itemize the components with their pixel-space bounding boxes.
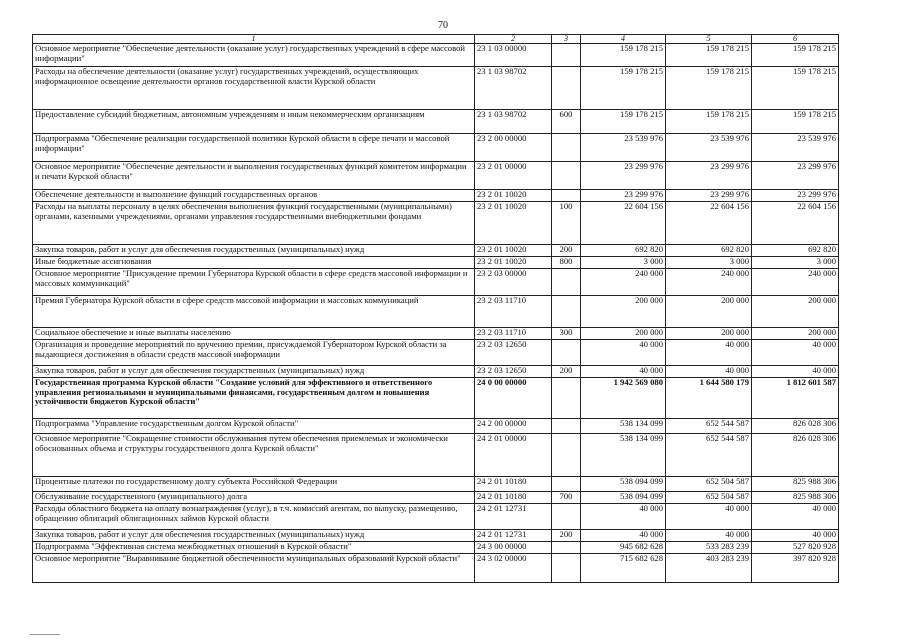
row-amount-year1: 23 539 976 [581,134,666,162]
table-row [33,162,839,190]
row-name: Обслуживание государственного (муниципального) долга [33,492,475,504]
row-amount-year2: 652 504 587 [666,492,752,504]
row-amount-year1: 538 094 099 [581,492,666,504]
row-amount-year2: 22 604 156 [666,202,752,245]
row-name: Расходы на выплаты персоналу в целях обеспечения выполнения функций государственными (муниципальными) органами, казенными учреждениями, органами управления государственными внебюджетными фондами [33,202,475,245]
column-number-row [33,35,839,44]
row-name: Процентные платежи по государственному долгу субъекта Российской Федерации [33,477,475,492]
row-expense-type [552,269,581,296]
row-amount-year3: 23 299 976 [752,162,839,190]
row-amount-year3: 826 028 306 [752,434,839,477]
row-expense-type: 200 [552,245,581,257]
row-amount-year2: 23 299 976 [666,162,752,190]
row-code: 23 1 03 98702 [475,67,552,110]
row-amount-year3: 826 028 306 [752,419,839,434]
row-amount-year3: 825 988 306 [752,492,839,504]
row-amount-year1: 1 942 569 080 [581,378,666,419]
row-amount-year2: 200 000 [666,328,752,340]
row-amount-year1: 3 000 [581,257,666,269]
row-name: Расходы областного бюджета на оплату вознаграждения (услуг), в т.ч. комиссий агентам, по выпуску, размещению, обращению облигаций облигационных займов Курской области [33,504,475,530]
row-name: Закупка товаров, работ и услуг для обеспечения государственных (муниципальных) нужд [33,530,475,542]
row-code: 24 0 00 00000 [475,378,552,419]
table-row [33,257,839,269]
table-row [33,340,839,366]
table-row [33,477,839,492]
row-amount-year2: 652 544 587 [666,419,752,434]
row-code: 23 2 03 11710 [475,328,552,340]
row-expense-type [552,162,581,190]
row-expense-type: 200 [552,530,581,542]
row-amount-year3: 159 178 215 [752,44,839,67]
table-row [33,504,839,530]
row-amount-year2: 652 544 587 [666,434,752,477]
row-amount-year3: 692 820 [752,245,839,257]
row-amount-year2: 240 000 [666,269,752,296]
table-row [33,328,839,340]
row-amount-year1: 40 000 [581,340,666,366]
row-name: Закупка товаров, работ и услуг для обеспечения государственных (муниципальных) нужд [33,245,475,257]
budget-table-body [33,35,839,583]
row-amount-year1: 23 299 976 [581,162,666,190]
row-expense-type [552,296,581,328]
table-row [33,202,839,245]
row-expense-type: 100 [552,202,581,245]
row-amount-year3: 23 299 976 [752,190,839,202]
row-amount-year1: 159 178 215 [581,110,666,134]
row-amount-year2: 40 000 [666,504,752,530]
table-row [33,269,839,296]
row-amount-year1: 22 604 156 [581,202,666,245]
row-name: Подпрограмма "Обеспечение реализации государственной политики Курской области в сфере печати и массовой информации" [33,134,475,162]
row-amount-year3: 40 000 [752,504,839,530]
table-row [33,366,839,378]
column-number: 1 [33,35,475,44]
row-amount-year1: 40 000 [581,504,666,530]
row-expense-type [552,67,581,110]
row-code: 23 2 03 11710 [475,296,552,328]
row-expense-type: 200 [552,366,581,378]
column-number: 5 [666,35,752,44]
row-amount-year3: 527 820 928 [752,542,839,554]
row-amount-year2: 23 299 976 [666,190,752,202]
row-amount-year2: 159 178 215 [666,110,752,134]
page-bottom-mark [30,634,60,635]
row-amount-year3: 159 178 215 [752,110,839,134]
table-row [33,296,839,328]
row-amount-year3: 40 000 [752,530,839,542]
table-row [33,110,839,134]
row-expense-type [552,340,581,366]
row-code: 23 2 00 00000 [475,134,552,162]
row-expense-type [552,434,581,477]
row-amount-year1: 159 178 215 [581,67,666,110]
row-code: 24 2 01 00000 [475,434,552,477]
row-amount-year2: 40 000 [666,530,752,542]
row-code: 24 3 02 00000 [475,554,552,583]
row-amount-year1: 538 094 099 [581,477,666,492]
row-code: 24 2 01 10180 [475,477,552,492]
row-code: 23 1 03 00000 [475,44,552,67]
table-row [33,190,839,202]
table-row [33,492,839,504]
page-number: 70 [438,20,448,31]
table-row [33,44,839,67]
row-name: Закупка товаров, работ и услуг для обеспечения государственных (муниципальных) нужд [33,366,475,378]
row-code: 23 2 03 12650 [475,340,552,366]
row-name: Государственная программа Курской области "Создание условий для эффективного и ответственного управления региональными и муниципальными финансами, государственным долгом и повышения устойчивости бюджетов Курской области" [33,378,475,419]
row-code: 24 2 01 12731 [475,530,552,542]
table-row [33,134,839,162]
row-expense-type [552,477,581,492]
row-amount-year1: 538 134 099 [581,419,666,434]
row-amount-year3: 159 178 215 [752,67,839,110]
row-name: Основное мероприятие "Обеспечение деятельности и выполнения государственных функций комитетом информации и печати Курской области" [33,162,475,190]
row-expense-type: 800 [552,257,581,269]
row-amount-year1: 200 000 [581,328,666,340]
row-code: 23 2 03 00000 [475,269,552,296]
row-code: 23 2 01 00000 [475,162,552,190]
row-amount-year2: 3 000 [666,257,752,269]
budget-table [32,34,839,583]
row-code: 24 3 00 00000 [475,542,552,554]
row-name: Основное мероприятие "Выравнивание бюджетной обеспеченности муниципальных образований Курской области" [33,554,475,583]
row-code: 23 2 03 12650 [475,366,552,378]
row-expense-type [552,542,581,554]
row-amount-year1: 159 178 215 [581,44,666,67]
row-amount-year1: 240 000 [581,269,666,296]
row-amount-year1: 40 000 [581,530,666,542]
column-number: 2 [475,35,552,44]
row-name: Расходы на обеспечение деятельности (оказание услуг) государственных учреждений, осуществляющих информационное освещение деятельности органов государственной власти Курской области [33,67,475,110]
row-code: 24 2 01 10180 [475,492,552,504]
row-name: Подпрограмма "Эффективная система межбюджетных отношений в Курской области" [33,542,475,554]
row-amount-year1: 945 682 628 [581,542,666,554]
row-amount-year2: 159 178 215 [666,44,752,67]
row-code: 23 2 01 10020 [475,257,552,269]
row-expense-type [552,44,581,67]
row-amount-year3: 397 820 928 [752,554,839,583]
row-name: Премия Губернатора Курской области в сфере средств массовой информации и массовых коммуникаций [33,296,475,328]
row-amount-year3: 200 000 [752,328,839,340]
row-name: Подпрограмма "Управление государственным долгом Курской области" [33,419,475,434]
row-expense-type [552,504,581,530]
row-code: 24 2 01 12731 [475,504,552,530]
row-expense-type [552,378,581,419]
table-row [33,378,839,419]
table-row [33,554,839,583]
row-amount-year2: 23 539 976 [666,134,752,162]
row-code: 23 2 01 10020 [475,202,552,245]
row-code: 23 2 01 10020 [475,245,552,257]
row-amount-year1: 715 682 628 [581,554,666,583]
row-amount-year1: 23 299 976 [581,190,666,202]
row-amount-year2: 40 000 [666,340,752,366]
row-amount-year3: 240 000 [752,269,839,296]
row-amount-year2: 1 644 580 179 [666,378,752,419]
row-name: Предоставление субсидий бюджетным, автономным учреждениям и иным некоммерческим организациям [33,110,475,134]
row-amount-year3: 3 000 [752,257,839,269]
column-number: 4 [581,35,666,44]
row-amount-year1: 40 000 [581,366,666,378]
row-amount-year2: 40 000 [666,366,752,378]
row-amount-year2: 200 000 [666,296,752,328]
row-name: Обеспечение деятельности и выполнение функций государственных органов [33,190,475,202]
row-amount-year1: 538 134 099 [581,434,666,477]
table-row [33,542,839,554]
row-amount-year3: 40 000 [752,340,839,366]
row-amount-year2: 403 283 239 [666,554,752,583]
row-amount-year2: 533 283 239 [666,542,752,554]
row-amount-year3: 23 539 976 [752,134,839,162]
row-code: 24 2 00 00000 [475,419,552,434]
row-amount-year1: 692 820 [581,245,666,257]
row-code: 23 2 01 10020 [475,190,552,202]
row-expense-type: 700 [552,492,581,504]
row-name: Организация и проведение мероприятий по вручению премии, присуждаемой Губернатором Курской области за выдающиеся достижения в области средств массовой информации [33,340,475,366]
row-expense-type [552,419,581,434]
row-code: 23 1 03 98702 [475,110,552,134]
table-row [33,434,839,477]
row-name: Основное мероприятие "Присуждение премии Губернатора Курской области в сфере средств массовой информации и массовых коммуникаций" [33,269,475,296]
row-expense-type [552,190,581,202]
row-amount-year3: 200 000 [752,296,839,328]
row-amount-year3: 1 812 601 587 [752,378,839,419]
row-amount-year2: 159 178 215 [666,67,752,110]
row-name: Основное мероприятие "Сокращение стоимости обслуживания путем обеспечения приемлемых и экономически обоснованных объема и структуры государственного долга Курской области" [33,434,475,477]
row-amount-year2: 652 504 587 [666,477,752,492]
row-name: Основное мероприятие "Обеспечение деятельности (оказание услуг) государственных учреждений в сфере массовой информации" [33,44,475,67]
table-row [33,67,839,110]
row-amount-year3: 22 604 156 [752,202,839,245]
table-row [33,530,839,542]
row-expense-type: 600 [552,110,581,134]
row-amount-year3: 825 988 306 [752,477,839,492]
row-expense-type [552,134,581,162]
row-amount-year3: 40 000 [752,366,839,378]
row-amount-year2: 692 820 [666,245,752,257]
table-row [33,419,839,434]
row-expense-type: 300 [552,328,581,340]
column-number: 3 [552,35,581,44]
row-amount-year1: 200 000 [581,296,666,328]
row-expense-type [552,554,581,583]
table-row [33,245,839,257]
row-name: Социальное обеспечение и иные выплаты населению [33,328,475,340]
column-number: 6 [752,35,839,44]
row-name: Иные бюджетные ассигнования [33,257,475,269]
